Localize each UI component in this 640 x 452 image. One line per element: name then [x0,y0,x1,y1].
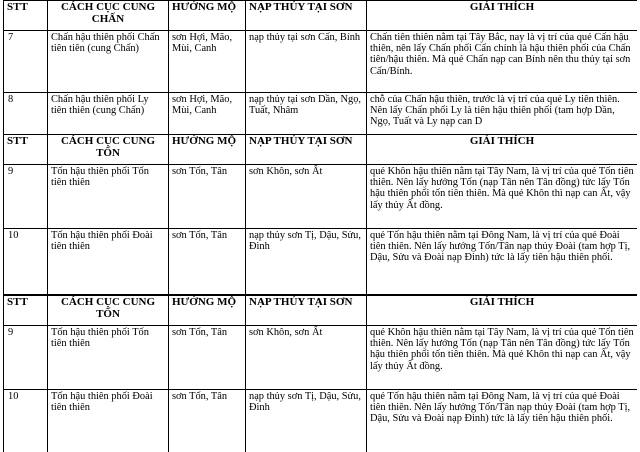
row-stt: 8 [4,93,48,135]
row-stt: 9 [4,326,48,390]
table-row [4,390,638,452]
row-nap-thuy: nạp thủy tại sơn Dần, Ngọ, Tuất, Nhâm [246,93,367,135]
row-stt: 10 [4,229,48,295]
row-stt: 7 [4,31,48,93]
header-giai-thich: GIẢI THÍCH [367,296,638,326]
row-cach-cuc: Chấn hậu thiên phối Chấn tiên tiên (cung Chấn) [48,31,169,93]
row-stt: 10 [4,390,48,452]
header-cach-cuc: CÁCH CỤC CUNG TỐN [48,296,169,326]
row-nap-thuy: sơn Khôn, sơn Ất [246,326,367,390]
row-nap-thuy: nạp thủy tại sơn Cấn, Bính [246,31,367,93]
row-stt: 9 [4,165,48,229]
row-huong-mo: sơn Tốn, Tân [169,390,246,452]
row-huong-mo: sơn Tốn, Tân [169,165,246,229]
table-cung-ton-repeat [3,295,637,452]
header-nap-thuy: NẠP THỦY TẠI SƠN [246,135,367,165]
row-cach-cuc: Tốn hậu thiên phối Tốn tiên thiên [48,165,169,229]
row-cach-cuc: Chấn hậu thiên phối Ly tiên thiên (cung Chấn) [48,93,169,135]
row-giai-thich: quẻ Khôn hậu thiên nằm tại Tây Nam, là vị trí của quẻ Tốn tiên thiên. Nên lấy hướng Tốn (nạp Tân nên Tân đồng) tức lấy Tốn hậu thiên phối tốn tiên thiên. Mà quẻ Khôn thì nạp can Ất, vậy lấy thủy Ất đồng. [367,165,638,229]
row-huong-mo: sơn Tốn, Tân [169,326,246,390]
row-nap-thuy: nạp thủy sơn Tị, Dậu, Sửu, Đinh [246,229,367,295]
row-giai-thich: quẻ Tốn hậu thiên nằm tại Đông Nam, là vị trí của quẻ Đoài tiên thiên. Nên lấy hướng Tốn/Tân nạp thủy Đoài (tam hợp Tị, Dậu, Sửu và Đoài nạp Đinh) tức là lấy tiên hậu thiên phối. [367,390,638,452]
row-huong-mo: sơn Hợi, Mão, Mùi, Canh [169,31,246,93]
header-nap-thuy: NẠP THỦY TẠI SƠN [246,1,367,31]
row-cach-cuc: Tốn hậu thiên phối Đoài tiên thiên [48,229,169,295]
header-cach-cuc: CÁCH CỤC CUNG TỐN [48,135,169,165]
table-row [4,93,638,135]
table-row [4,229,638,295]
row-huong-mo: sơn Tốn, Tân [169,229,246,295]
row-giai-thich: quẻ Khôn hậu thiên nằm tại Tây Nam, là vị trí của quẻ Tốn tiên thiên. Nên lấy hướng Tốn (nạp Tân nên Tân đồng) tức lấy Tốn hậu thiên phối tốn tiên thiên. Mà quẻ Khôn thì nạp can Ất, vậy lấy thủy Ất đồng. [367,326,638,390]
table-row [4,326,638,390]
header-stt: STT [4,296,48,326]
table-cung-chan [3,0,637,134]
row-cach-cuc: Tốn hậu thiên phối Tốn tiên thiên [48,326,169,390]
header-giai-thich: GIẢI THÍCH [367,135,638,165]
header-cach-cuc: CÁCH CỤC CUNG CHẤN [48,1,169,31]
table-row [4,31,638,93]
table-row [4,165,638,229]
row-nap-thuy: nạp thủy sơn Tị, Dậu, Sửu, Đinh [246,390,367,452]
table-cung-ton [3,134,637,295]
row-giai-thich: quẻ Tốn hậu thiên nằm tại Đông Nam, là vị trí của quẻ Đoài tiên thiên. Nên lấy hướng Tốn/Tân nạp thủy Đoài (tam hợp Tị, Dậu, Sửu và Đoài nạp Đinh) tức là lấy tiên hậu thiên phối. [367,229,638,295]
header-huong-mo: HƯỚNG MỘ [169,135,246,165]
header-stt: STT [4,135,48,165]
header-huong-mo: HƯỚNG MỘ [169,1,246,31]
row-giai-thich: Chấn tiên thiên nằm tại Tây Bắc, nay là vị trí của quẻ Cấn hậu thiên, nên lấy Chấn phối Cấn chính là hậu thiên phối của Chấn tiên/hậu thiên. Mà quẻ Chấn nạp can Bính nên thu thủy tại sơn Cấn/Bính. [367,31,638,93]
row-huong-mo: sơn Hợi, Mão, Mùi, Canh [169,93,246,135]
header-huong-mo: HƯỚNG MỘ [169,296,246,326]
header-stt: STT [4,1,48,31]
row-cach-cuc: Tốn hậu thiên phối Đoài tiên thiên [48,390,169,452]
row-nap-thuy: sơn Khôn, sơn Ất [246,165,367,229]
header-nap-thuy: NẠP THỦY TẠI SƠN [246,296,367,326]
header-giai-thich: GIẢI THÍCH [367,1,638,31]
row-giai-thich: chỗ của Chấn hậu thiên, trước là vị trí của quẻ Ly tiên thiên. Nên lấy Chấn phối Ly là tiên hậu thiên phối (tam hợp Dần, Ngọ, Tuất và Ly nạp can D [367,93,638,135]
